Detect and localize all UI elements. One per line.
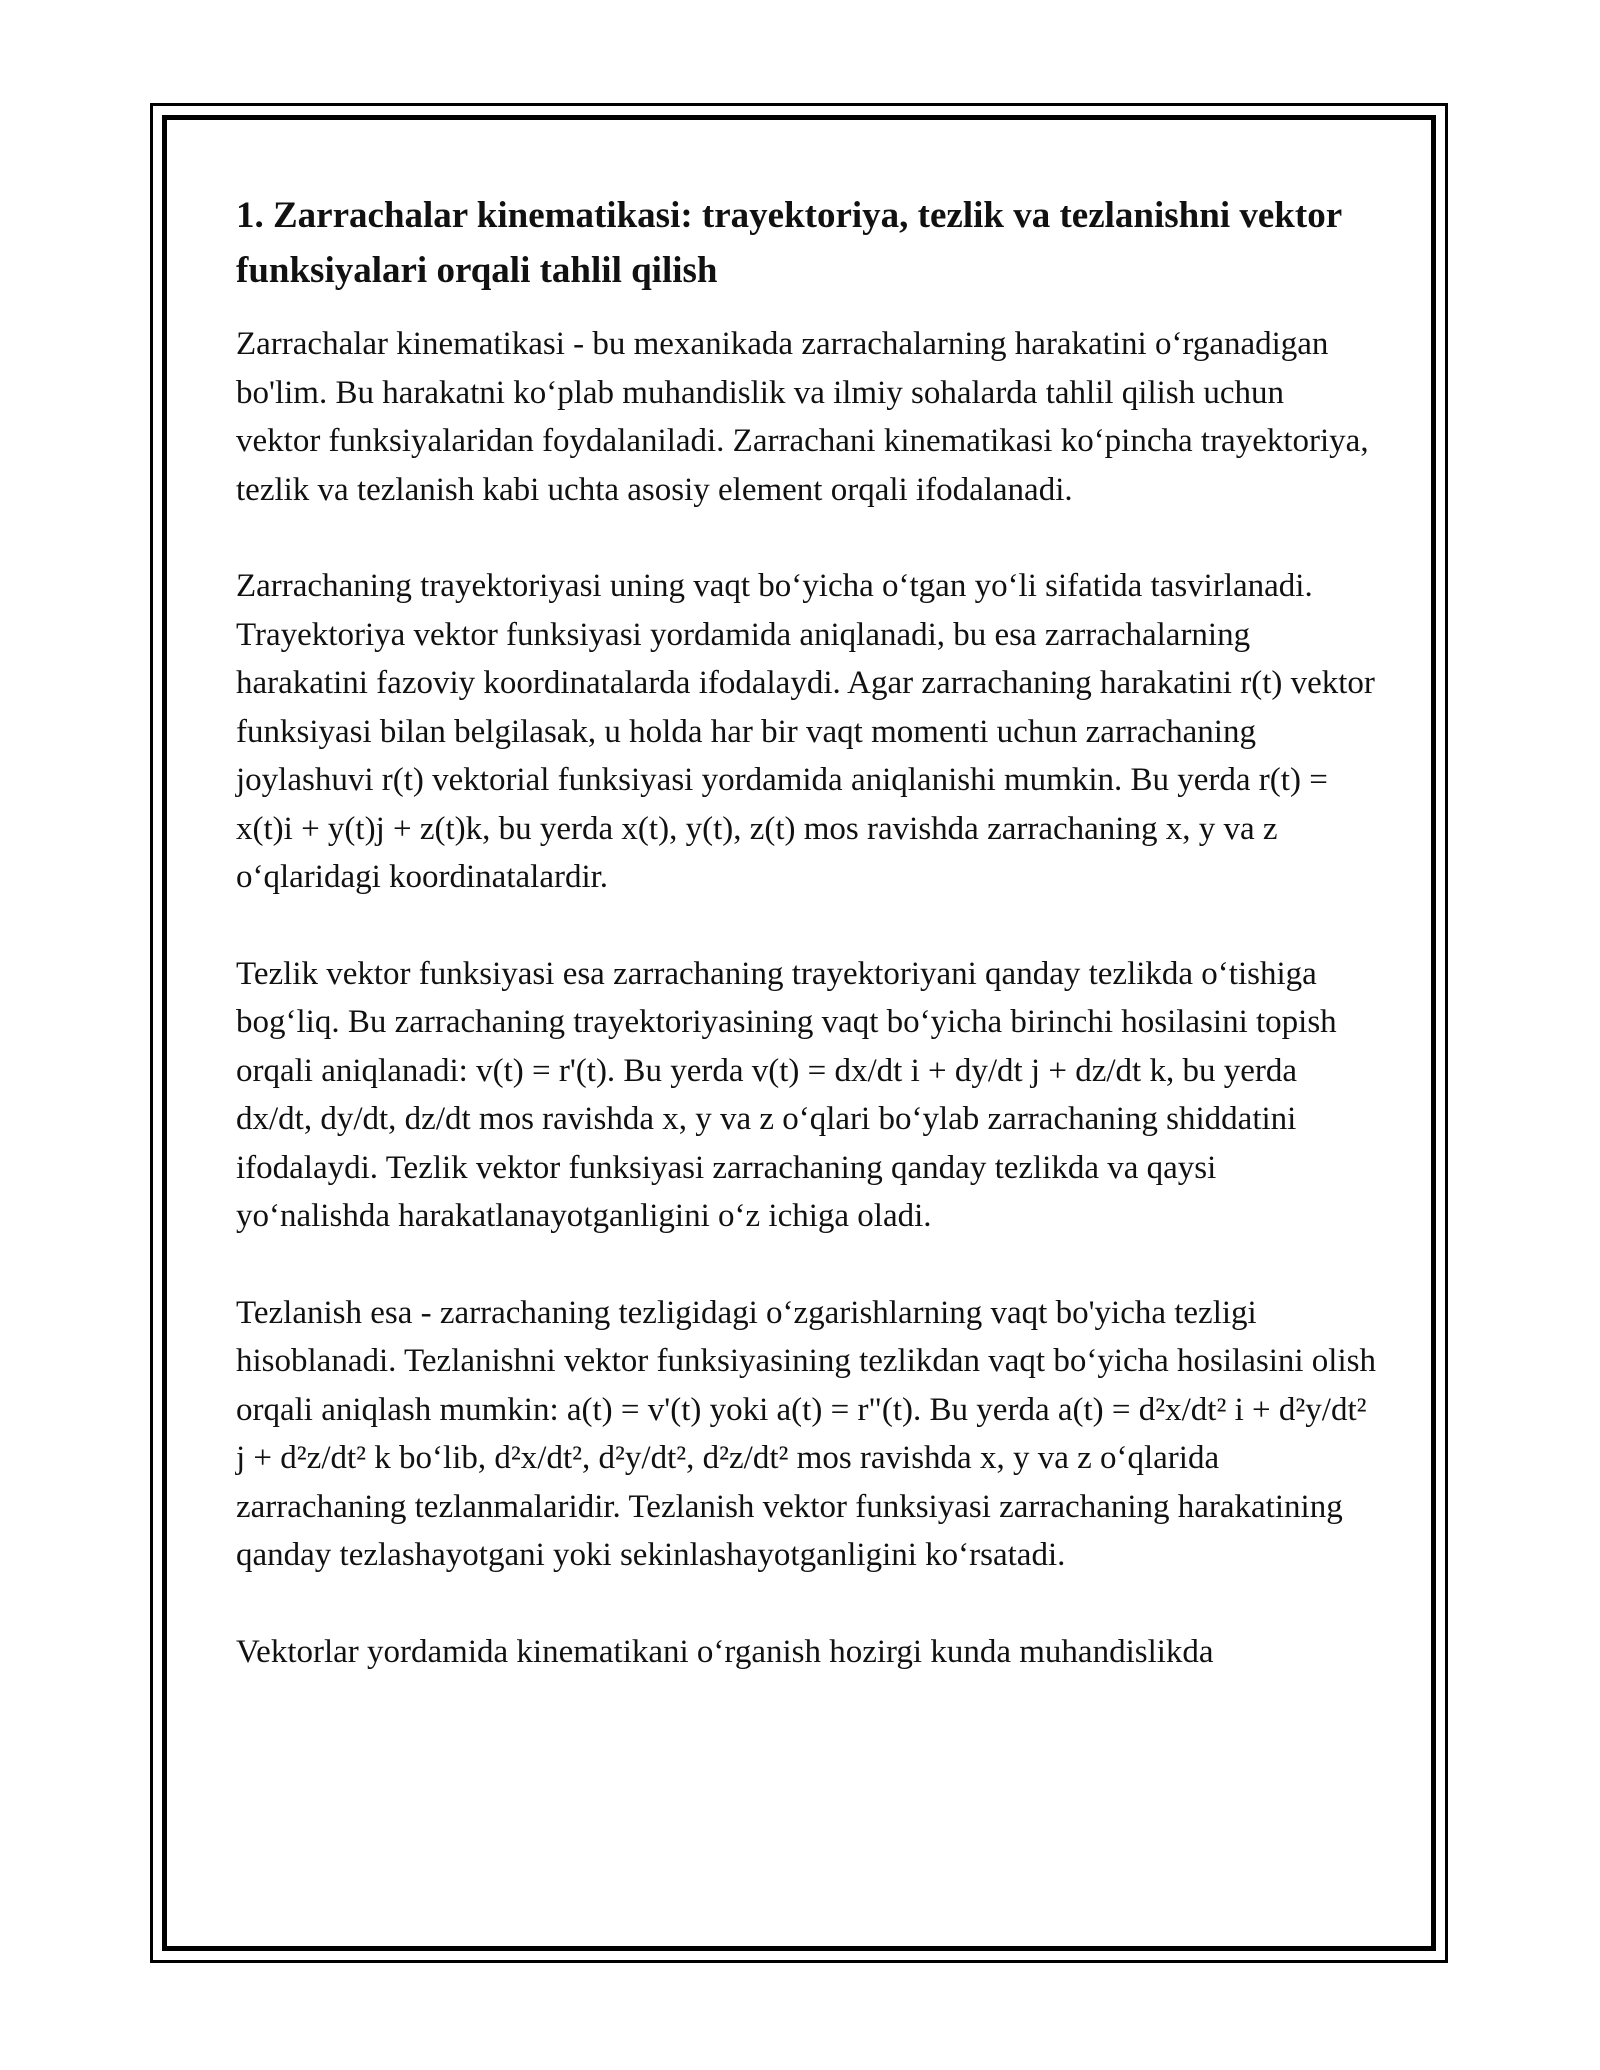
paragraph-trajectory: Zarrachaning trayektoriyasi uning vaqt bo‘yicha o‘tgan yo‘li sifatida tasvirlanadi. Trayektoriya vektor funksiyasi yordamida aniqlanadi, bu esa zarrachalarning harakatini fazoviy koordinatalarda ifodalaydi. Agar zarrachaning harakatini r(t) vektor funksiyasi bilan belgilasak, u holda har bir vaqt momenti uchun zarrachaning joylashuvi r(t) vektorial funksiyasi yordamida aniqlanishi mumkin. Bu yerda r(t) = x(t)i + y(t)j + z(t)k, bu yerda x(t), y(t), z(t) mos ravishda zarrachaning x, y va z o‘qlaridagi koordinatalardir. [236,568,1375,895]
section-heading: 1. Zarrachalar kinematikasi: trayektoriya, tezlik va tezlanishni vektor funksiyalari orqali tahlil qilish [236,195,1342,291]
paragraph-intro: Zarrachalar kinematikasi - bu mexanikada zarrachalarning harakatini o‘rganadigan bo'lim. Bu harakatni ko‘plab muhandislik va ilmiy sohalarda tahlil qilish uchun vektor funksiyalaridan foydalaniladi. Zarrachani kinematikasi ko‘pincha trayektoriya, tezlik va tezlanish kabi uchta asosiy element orqali ifodalanadi. [236,326,1369,508]
paragraph-acceleration: Tezlanish esa - zarrachaning tezligidagi o‘zgarishlarning vaqt bo'yicha tezligi hisoblanadi. Tezlanishni vektor funksiyasining tezlikdan vaqt bo‘yicha hosilasini olish orqali aniqlash mumkin: a(t) = v'(t) yoki a(t) = r"(t). Bu yerda a(t) = d²x/dt² i + d²y/dt² j + d²z/dt² k bo‘lib, d²x/dt², d²y/dt², d²z/dt² mos ravishda x, y va z o‘qlarida zarrachaning tezlanmalaridir. Tezlanish vektor funksiyasi zarrachaning harakatining qanday tezlashayotgani yoki sekinlashayotganligini ko‘rsatadi. [236,1294,1376,1573]
paragraph-velocity: Tezlik vektor funksiyasi esa zarrachaning trayektoriyani qanday tezlikda o‘tishiga bog‘liq. Bu zarrachaning trayektoriyasining vaqt bo‘yicha birinchi hosilasini topish orqali aniqlanadi: v(t) = r'(t). Bu yerda v(t) = dx/dt i + dy/dt j + dz/dt k, bu yerda dx/dt, dy/dt, dz/dt mos ravishda x, y va z o‘qlari bo‘ylab zarrachaning shiddatini ifodalaydi. Tezlik vektor funksiyasi zarrachaning qanday tezlikda va qaysi yo‘nalishda harakatlanayotganligini o‘z ichiga oladi. [236,955,1337,1234]
document-body [236,188,1376,1724]
paragraph-conclusion: Vektorlar yordamida kinematikani o‘rganish hozirgi kunda muhandislikda [236,1633,1214,1670]
